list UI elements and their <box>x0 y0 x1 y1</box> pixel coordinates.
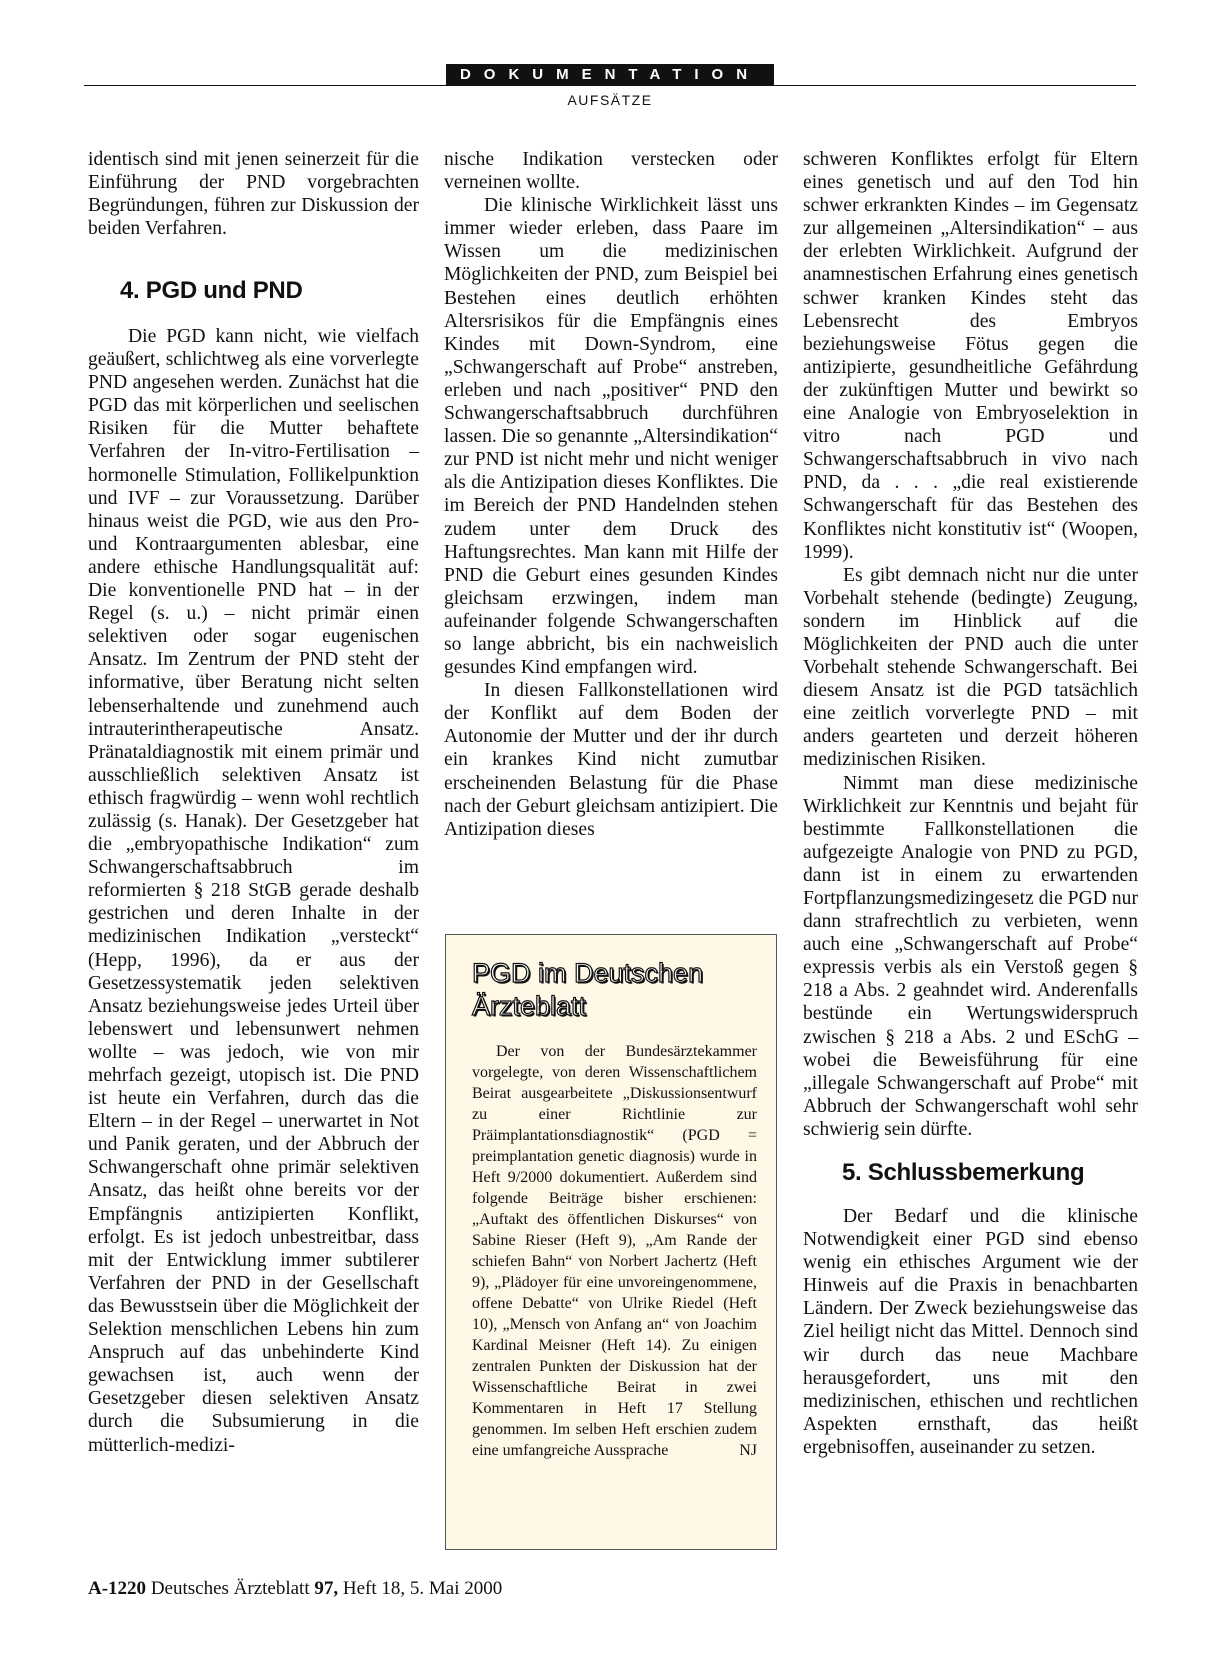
issue-info: Heft 18, 5. Mai 2000 <box>342 1578 503 1599</box>
volume-number: 97, <box>314 1578 339 1599</box>
info-box-body <box>472 1041 757 1461</box>
column-3-top <box>803 148 1138 1141</box>
column-1-top <box>88 148 419 240</box>
section-heading-5: 5. Schlussbemerkung <box>842 1159 1085 1186</box>
info-box <box>445 934 777 1550</box>
paragraph: schweren Konfliktes erfolgt für Eltern eines genetisch und auf den Tod hin schwer erkrankten Kindes – im Gegensatz zur allgemeinen „Altersindikation“ – aus der erlebten Wirklichkeit. Aufgrund der anamnestischen Erfahrung eines genetisch schwer kranken Kindes steht das Lebensrecht des Embryos beziehungsweise Fötus gegen die antizipierte, gesundheitliche Gefährdung der zukünftigen Mutter und bewirkt so eine Analogie von Embryoselektion in vitro nach PGD und Schwangerschaftsabbruch in vivo nach PND, da . . . „die real existierende Schwangerschaft für das Bestehen des Konfliktes nicht konstitutiv ist“ (Woopen, 1999). <box>803 149 1138 563</box>
paragraph: Die PGD kann nicht, wie vielfach geäußert, schlichtweg als eine vorverlegte PND angesehen werden. Zunächst hat die PGD das mit körperlichen und seelischen Risiken für die Mutter behaftete Verfahren der In-vitro-Fertilisation – hormonelle Stimulation, Follikelpunktion und IVF – zur Voraussetzung. Darüber hinaus weist die PGD, wie aus den Pro- und Kontraargumenten ablesbar, eine andere ethische Handlungsqualität auf: Die konventionelle PND hat – in der Regel (s. u.) – nicht primär einen selektiven oder sogar eugenischen Ansatz. Im Zentrum der PND steht der informative, über Beratung nicht selten lebenserhaltende und zunehmend auch intrauterintherapeutische Ansatz. Pränataldiagnostik mit einem primär und ausschließlich selektiven Ansatz ist ethisch fragwürdig – wenn wohl rechtlich zulässig (s. Hanak). Der Gesetzgeber hat die „embryopathische Indikation“ zum Schwangerschaftsabbruch im reformierten § 218 StGB gerade deshalb gestrichen und deren Inhalte in der medizinischen Indikation „versteckt“ (Hepp, 1996), da er aus der Gesetzessystematik jeden selektiven Ansatz beziehungsweise jedes Urteil über lebenswert und lebensunwert nehmen wollte – was jedoch, wie von mir mehrfach gezeigt, utopisch ist. Die PND ist heute ein Verfahren, durch das die Eltern – in der Regel – unerwartet in Not und Panik geraten, und der Abbruch der Schwangerschaft ohne primär selektiven Ansatz, das heißt ohne bereits vor der Empfängnis antizipierten Konflikt, erfolgt. Es ist jedoch unbestreitbar, dass mit der Entwicklung immer subtilerer Verfahren der PND in der Gesellschaft das Bewusstsein über die Möglichkeit der Selektion menschlichen Lebens hin zum Anspruch auf das unbehinderte Kind gewachsen ist, auch wenn der Gesetzgeber diesen selektiven Ansatz durch die Subsumierung in die mütterlich-medizi- <box>88 326 419 1456</box>
paragraph: Der Bedarf und die klinische Notwendigkeit einer PGD sind ebenso wenig ein ethisches Argument wie der Hinweis auf die Praxis in benachbarten Ländern. Der Zweck beziehungsweise das Ziel heiligt nicht das Mittel. Dennoch sind wir durch das neue Machbare herausgefordert, uns mit den medizinischen, ethischen und rechtlichen Aspekten ernsthaft, das heißt ergebnisoffen, auseinander zu setzen. <box>803 1206 1138 1458</box>
paragraph: Es gibt demnach nicht nur die unter Vorbehalt stehende (bedingte) Zeugung, sondern im Hinblick auf die Möglichkeiten der PND auch die unter Vorbehalt stehende Schwangerschaft. Bei diesem Ansatz ist die PGD tatsächlich eine zeitlich vorverlegte PND – mit anders gearteten und derzeit höheren medizinischen Risiken. <box>803 564 1138 771</box>
section-subtitle: AUFSÄTZE <box>567 92 653 108</box>
column-2 <box>444 148 778 841</box>
page-number: A-1220 <box>88 1578 147 1599</box>
journal-name: Deutsches Ärzteblatt <box>150 1578 310 1599</box>
paragraph: identisch sind mit jenen seinerzeit für die Einführung der PND vorgebrachten Begründungen, führen zur Diskussion der beiden Verfahren. <box>88 149 419 240</box>
paragraph: Nimmt man diese medizinische Wirklichkeit zur Kenntnis und bejaht für bestimmte Fallkonstellationen die aufgezeigte Analogie von PND zu PGD, dann ist in einem zu erwartenden Fortpflanzungsmedizingesetz die PGD nur dann strafrechtlich zu verbieten, wenn auch eine „Schwangerschaft auf Probe“ expressis verbis als ein Verstoß gegen § 218 a Abs. 2 geahndet wird. Anderenfalls bestünde ein Wertungswiderspruch zwischen § 218 a Abs. 2 und ESchG – wobei die Beweisführung für eine „illegale Schwangerschaft auf Probe“ mit Abbruch der Schwangerschaft wohl sehr schwierig sein dürfte. <box>803 772 1138 1140</box>
section-banner: DOKUMENTATION <box>446 64 774 86</box>
author-initials: NJ <box>739 1442 757 1459</box>
paragraph: nische Indikation verstecken oder verneinen wollte. <box>444 149 778 194</box>
paragraph: In diesen Fallkonstellationen wird der Konflikt auf dem Boden der Autonomie der Mutter und der ihr durch ein krankes Kind nicht zumutbar erscheinenden Belastung für die Phase nach der Geburt gleichsam antizipiert. Die Antizipation dieses <box>444 680 778 840</box>
info-box-text: Der von der Bundesärztekammer vorgelegte, von deren Wissenschaftlichem Beirat ausgearbeitete „Diskussionsentwurf zu einer Richtlinie zur Präimplantationsdiagnostik“ (PGD = preimplantation genetic diagnosis) wurde in Heft 9/2000 dokumentiert. Außerdem sind folgende Beiträge bisher erschienen: „Auftakt des öffentlichen Diskurses“ von Sabine Rieser (Heft 9), „Am Rande der schiefen Bahn“ von Norbert Jachertz (Heft 9), „Plädoyer für eine unvoreingenommene, offene Debatte“ von Ulrike Riedel (Heft 10), „Mensch von Anfang an“ von Joachim Kardinal Meisner (Heft 14). Zu einigen zentralen Punkten der Diskussion hat der Wissenschaftliche Beirat in zwei Kommentaren in Heft 17 Stellung genommen. Im selben Heft erschien zudem eine umfangreiche Aussprache <box>472 1043 757 1459</box>
column-3-bottom <box>803 1205 1138 1459</box>
paragraph: Die klinische Wirklichkeit lässt uns immer wieder erleben, dass Paare im Wissen um die medizinischen Möglichkeiten der PND, zum Beispiel bei Bestehen eines deutlich erhöhten Altersrisikos für die Empfängnis eines Kindes mit Down-Syndrom, eine „Schwangerschaft auf Probe“ anstreben, erleben und nach „positiver“ PND den Schwangerschaftsabbruch durchführen lassen. Die so genannte „Altersindikation“ zur PND ist nicht mehr und nicht weniger als die Antizipation dieses Konfliktes. Die im Bereich der PND Handelnden stehen zudem unter dem Druck des Haftungsrechtes. Man kann mit Hilfe der PND die Geburt eines gesunden Kindes gleichsam erzwingen, indem man aufeinander folgende Schwangerschaften so lange abbricht, bis ein nachweislich gesundes Kind empfangen wird. <box>444 195 778 679</box>
page-footer <box>88 1578 502 1600</box>
info-box-title: PGD im Deutschen Ärzteblatt <box>472 958 704 1021</box>
column-1-body <box>88 325 419 1457</box>
section-heading-4: 4. PGD und PND <box>120 277 303 304</box>
